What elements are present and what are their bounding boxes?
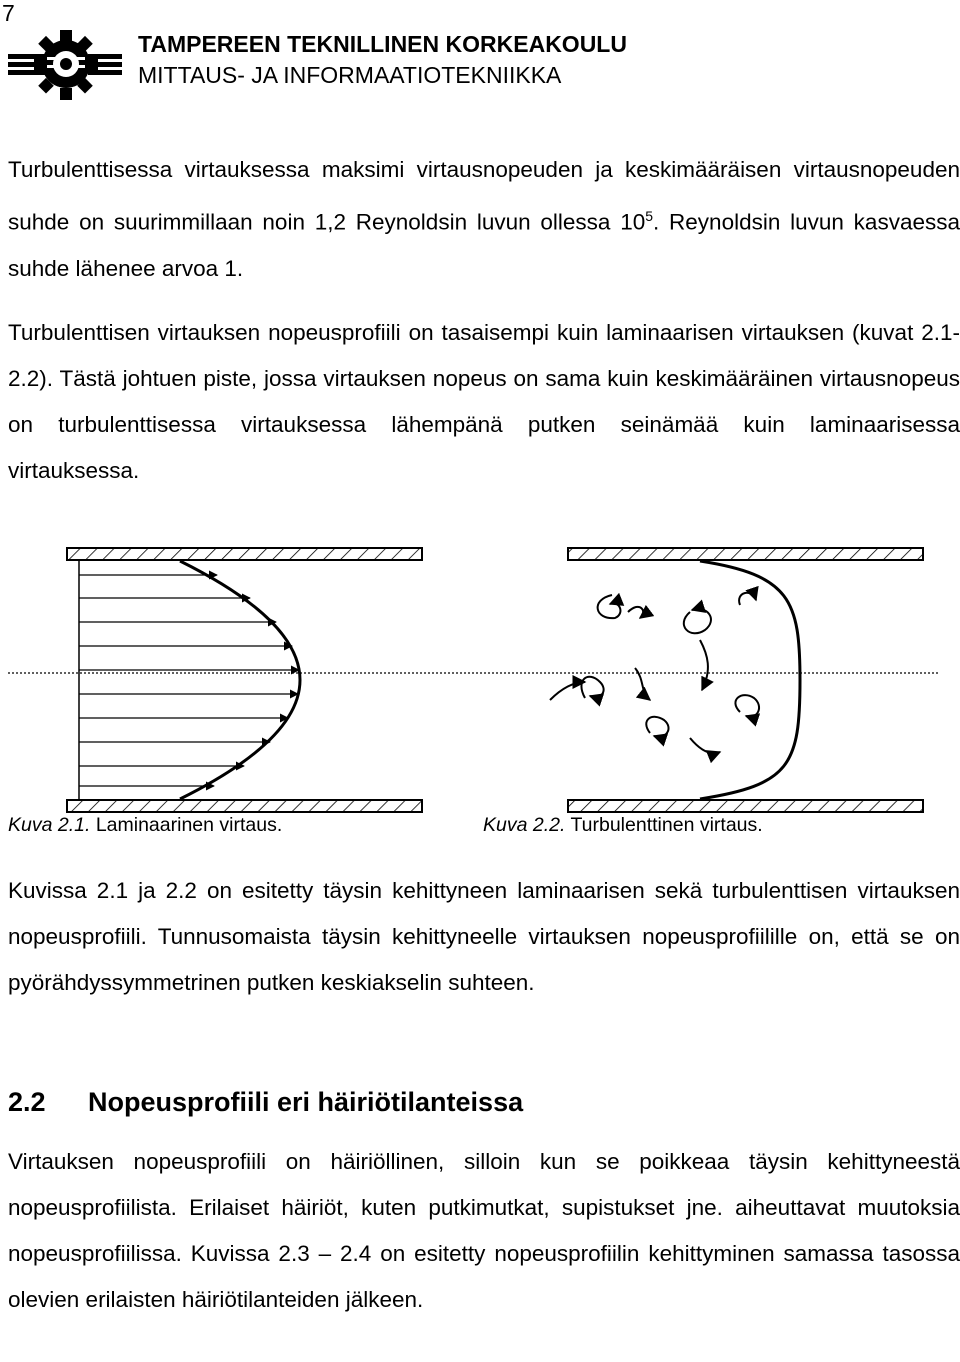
pipe-wall-bottom-left: [67, 800, 422, 812]
laminar-figure: [67, 548, 422, 812]
pipe-wall-top-right: [568, 548, 923, 560]
figure-label-right: Kuva 2.2.: [483, 814, 566, 836]
paragraph-3: Kuvissa 2.1 ja 2.2 on esitetty täysin kehittyneen laminaarisen sekä turbulenttisen virtauksen nopeusprofiili. Tunnusomaista täysin kehittyneelle virtauksen nopeusprofiilille on, että se on pyörähdyssymmetrinen putken keskiakselin suhteen.: [8, 878, 960, 995]
figure-title-left: Laminaarinen virtaus.: [95, 814, 283, 836]
figure-caption-left: [8, 814, 282, 837]
turbulent-profile-curve: [700, 561, 800, 799]
swirl-arrow-icon: [684, 609, 711, 633]
paragraph-2: Turbulenttisen virtauksen nopeusprofiili on tasaisempi kuin laminaarisen virtauksen (kuvat 2.1-2.2). Tästä johtuen piste, jossa virtauksen nopeus on sama kuin keskimääräinen virtausnopeus on turbulenttisessa virtauksessa lähempänä putken seinämää kuin laminaarisessa virtauksessa.: [8, 320, 960, 483]
swirl-arrow-icon: [646, 717, 668, 737]
swirl-arrow-icon: [690, 738, 720, 753]
swirl-arrow-icon: [550, 682, 585, 700]
swirl-arrow-icon: [628, 607, 643, 618]
swirl-arrow-icon: [635, 668, 650, 700]
laminar-profile-curve: [180, 561, 300, 799]
paragraph-1-text-b: . Reynoldsin luvun kasvaessa suhde lähenee arvoa 1.: [8, 209, 960, 281]
figure-caption-right: [483, 814, 763, 837]
section-number: 2.2: [8, 1087, 46, 1117]
velocity-profile-figure: [0, 540, 960, 820]
page-number: 7: [2, 0, 15, 26]
header-institution: TAMPEREEN TEKNILLINEN KORKEAKOULU: [138, 31, 627, 57]
section-title: Nopeusprofiili eri häiriötilanteissa: [88, 1087, 524, 1117]
section-heading: [8, 1087, 523, 1118]
tut-gear-logo-icon: [4, 26, 126, 102]
swirl-arrow-icon: [700, 640, 708, 690]
pipe-wall-bottom-right: [568, 800, 923, 812]
swirl-arrow-icon: [598, 595, 621, 618]
header-department: MITTAUS- JA INFORMAATIOTEKNIIKKA: [138, 62, 562, 88]
swirl-arrow-icon: [735, 695, 759, 717]
paragraph-4: Virtauksen nopeusprofiili on häiriöllinen, silloin kun se poikkeaa täysin kehittyneestä nopeusprofiilista. Erilaiset häiriöt, kuten putkimutkat, supistukset jne. aiheuttavat muutoksia nopeusprofiilissa. Kuvissa 2.3 – 2.4 on esitetty nopeusprofiilin kehittyminen samassa tasossa olevien erilaisten häiriötilanteiden jälkeen.: [8, 1149, 960, 1312]
pipe-wall-top-left: [67, 548, 422, 560]
paragraph-1: [8, 147, 960, 292]
turbulent-figure: [550, 548, 923, 812]
paragraph-1-superscript: 5: [645, 208, 654, 224]
figure-label-left: Kuva 2.1.: [8, 814, 91, 836]
swirl-arrow-icon: [581, 677, 603, 698]
paragraph-1-text-a: Turbulenttisessa virtauksessa maksimi virtausnopeuden ja keskimääräisen virtausnopeuden suhde on suurimmillaan noin 1,2 Reynoldsin luvun ollessa 10: [8, 157, 960, 235]
figure-title-right: Turbulenttinen virtaus.: [570, 814, 763, 836]
swirl-arrow-icon: [739, 593, 756, 605]
